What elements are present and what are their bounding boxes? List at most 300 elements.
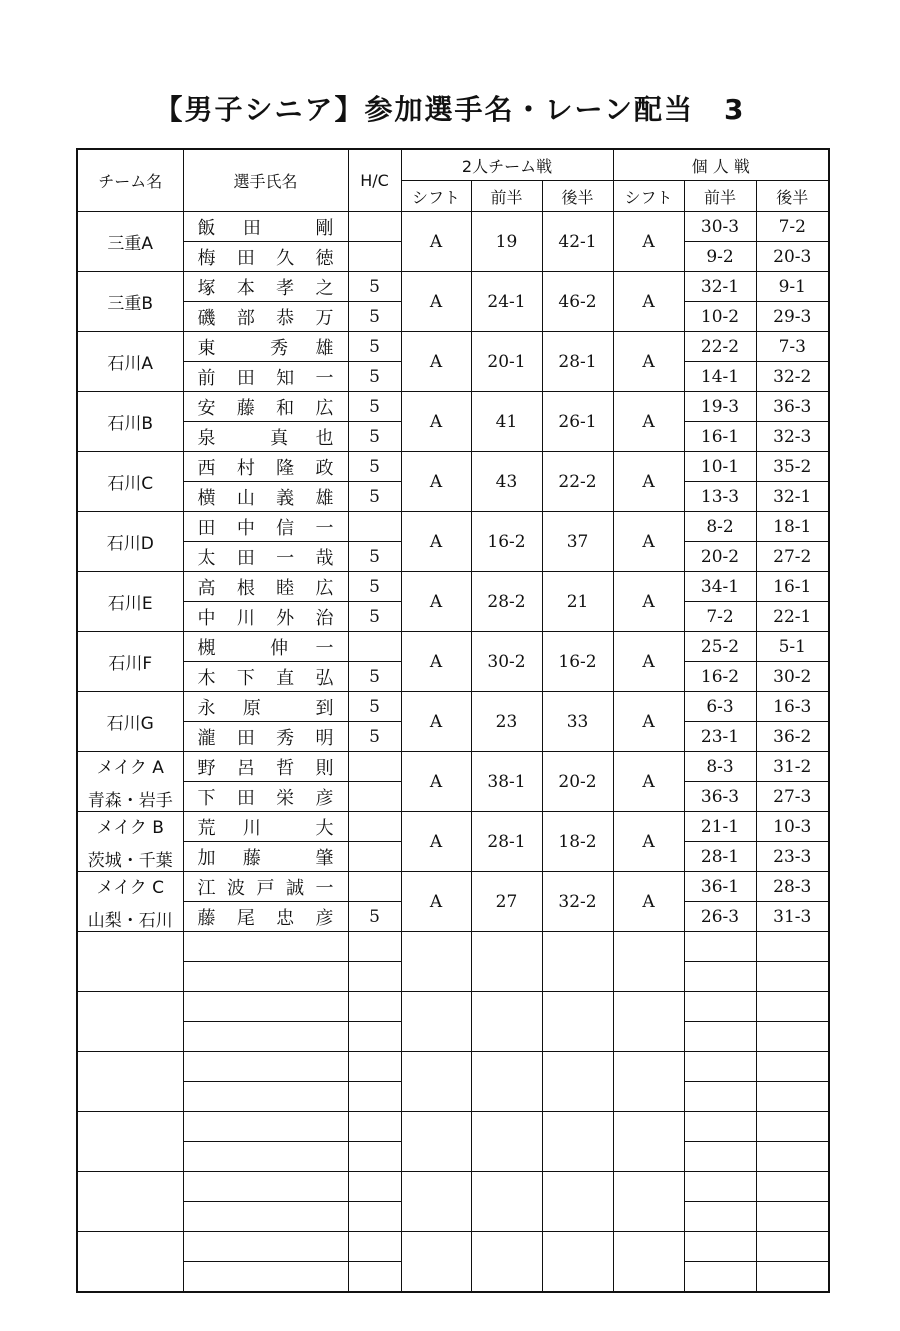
handicap-cell: 5 <box>348 332 401 362</box>
individual-shift-cell: A <box>613 692 684 752</box>
player-name-char: 原 <box>242 697 261 719</box>
player-name <box>183 422 348 452</box>
empty-player-cell <box>183 1082 348 1112</box>
table-row <box>77 392 829 422</box>
individual-second-half-cell: 32-3 <box>756 422 829 452</box>
player-name-char: 秀 <box>276 727 295 749</box>
player-name-char: 彦 <box>315 787 334 809</box>
player-name <box>183 602 348 632</box>
player-name-char: 波 <box>227 877 245 899</box>
empty-player-cell <box>183 1262 348 1293</box>
individual-second-half-cell: 27-2 <box>756 542 829 572</box>
pair-first-half-cell: 28-1 <box>471 812 542 872</box>
pair-shift-cell: A <box>401 692 471 752</box>
pair-first-half-cell: 38-1 <box>471 752 542 812</box>
header-ind-second: 後半 <box>756 181 829 212</box>
individual-second-half-cell: 22-1 <box>756 602 829 632</box>
player-name-char: 藤 <box>236 397 255 419</box>
pair-second-half-cell: 37 <box>542 512 613 572</box>
handicap-cell: 5 <box>348 602 401 632</box>
player-name-char: 孝 <box>276 277 295 299</box>
empty-merged-cell <box>471 1112 542 1172</box>
player-name-char: 治 <box>315 607 334 629</box>
individual-second-half-cell: 30-2 <box>756 662 829 692</box>
header-pair-second: 後半 <box>542 181 613 212</box>
individual-shift-cell: A <box>613 512 684 572</box>
individual-first-half-cell: 9-2 <box>684 242 756 272</box>
empty-team-cell <box>77 1232 183 1293</box>
header-player: 選手氏名 <box>183 149 348 212</box>
player-name <box>183 362 348 392</box>
empty-row <box>77 992 829 1022</box>
player-name-char: 剛 <box>315 217 334 239</box>
handicap-cell: 5 <box>348 452 401 482</box>
individual-shift-cell: A <box>613 812 684 872</box>
player-name-char: 田 <box>197 517 216 539</box>
individual-first-half-cell: 8-3 <box>684 752 756 782</box>
empty-hc-cell <box>348 1082 401 1112</box>
empty-team-cell <box>77 992 183 1052</box>
empty-merged-cell <box>613 992 684 1052</box>
player-name <box>183 542 348 572</box>
player-name <box>183 692 348 722</box>
player-name-char: 中 <box>236 517 255 539</box>
empty-hc-cell <box>348 1202 401 1232</box>
lane-assignment-table <box>76 148 830 1293</box>
player-name <box>183 872 348 902</box>
player-name-char: 彦 <box>315 907 334 929</box>
team-prefectures: 山梨・石川 <box>87 910 173 931</box>
table-row <box>77 812 829 842</box>
player-name <box>183 482 348 512</box>
player-name-char: 下 <box>197 787 216 809</box>
player-name-char: 也 <box>315 427 334 449</box>
pair-first-half-cell: 41 <box>471 392 542 452</box>
empty-player-cell <box>183 962 348 992</box>
player-name <box>183 242 348 272</box>
empty-hc-cell <box>348 1112 401 1142</box>
player-name-char: 哲 <box>276 757 295 779</box>
player-name-char: 太 <box>197 547 216 569</box>
player-name-char: 知 <box>276 367 295 389</box>
player-name <box>183 452 348 482</box>
team-name: 石川A <box>107 354 154 374</box>
player-name-char: 広 <box>315 397 334 419</box>
individual-first-half-cell: 23-1 <box>684 722 756 752</box>
handicap-cell <box>348 842 401 872</box>
player-name <box>183 752 348 782</box>
handicap-cell <box>348 512 401 542</box>
individual-second-half-cell: 28-3 <box>756 872 829 902</box>
individual-first-half-cell: 21-1 <box>684 812 756 842</box>
player-name-char: 横 <box>197 487 216 509</box>
empty-row <box>77 1172 829 1202</box>
player-name-char: 梅 <box>197 247 216 269</box>
empty-cell <box>684 932 756 962</box>
individual-second-half-cell: 7-3 <box>756 332 829 362</box>
player-name-char: 野 <box>197 757 216 779</box>
table-row <box>77 572 829 602</box>
pair-first-half-cell: 24-1 <box>471 272 542 332</box>
player-name-char: 瀧 <box>197 727 216 749</box>
header-team: チーム名 <box>77 149 183 212</box>
empty-merged-cell <box>401 1112 471 1172</box>
team-cell <box>77 632 183 692</box>
team-cell <box>77 872 183 932</box>
team-name: 石川F <box>108 654 153 674</box>
player-name-char: 荒 <box>197 817 216 839</box>
empty-hc-cell <box>348 1232 401 1262</box>
player-name-char: 東 <box>197 337 216 359</box>
empty-player-cell <box>183 1202 348 1232</box>
team-cell <box>77 212 183 272</box>
team-name: 石川C <box>107 474 154 494</box>
individual-first-half-cell: 16-2 <box>684 662 756 692</box>
individual-shift-cell: A <box>613 752 684 812</box>
pair-second-half-cell: 21 <box>542 572 613 632</box>
player-name <box>183 572 348 602</box>
empty-cell <box>756 1022 829 1052</box>
individual-second-half-cell: 5-1 <box>756 632 829 662</box>
team-name: メイク B <box>96 817 164 838</box>
individual-shift-cell: A <box>613 872 684 932</box>
player-name <box>183 812 348 842</box>
empty-cell <box>684 1112 756 1142</box>
player-name-char: 西 <box>197 457 216 479</box>
empty-player-cell <box>183 1232 348 1262</box>
pair-second-half-cell: 18-2 <box>542 812 613 872</box>
individual-second-half-cell: 36-3 <box>756 392 829 422</box>
individual-shift-cell: A <box>613 332 684 392</box>
individual-second-half-cell: 31-2 <box>756 752 829 782</box>
table-row <box>77 752 829 782</box>
empty-merged-cell <box>401 992 471 1052</box>
empty-player-cell <box>183 1052 348 1082</box>
player-name-char: 江 <box>197 877 216 899</box>
player-name <box>183 392 348 422</box>
player-name-char: 伸 <box>270 637 289 659</box>
header-ind-first: 前半 <box>684 181 756 212</box>
pair-first-half-cell: 28-2 <box>471 572 542 632</box>
team-cell <box>77 272 183 332</box>
player-name-char: 外 <box>276 607 295 629</box>
table-row <box>77 212 829 242</box>
team-cell <box>77 512 183 572</box>
individual-second-half-cell: 29-3 <box>756 302 829 332</box>
empty-team-cell <box>77 1172 183 1232</box>
team-name: メイク A <box>96 757 164 778</box>
page-title <box>0 88 900 128</box>
handicap-cell <box>348 812 401 842</box>
empty-merged-cell <box>613 1052 684 1112</box>
player-name-char: 忠 <box>276 907 295 929</box>
individual-second-half-cell: 16-1 <box>756 572 829 602</box>
header-hc: H/C <box>348 149 401 212</box>
player-name-char: 万 <box>315 307 334 329</box>
empty-cell <box>684 1202 756 1232</box>
pair-second-half-cell: 46-2 <box>542 272 613 332</box>
player-name-char: 泉 <box>197 427 216 449</box>
player-name-char: 根 <box>236 577 255 599</box>
handicap-cell: 5 <box>348 362 401 392</box>
player-name-char: 大 <box>315 817 334 839</box>
player-name <box>183 722 348 752</box>
team-name: 石川E <box>107 594 153 614</box>
player-name-char: 本 <box>236 277 255 299</box>
handicap-cell: 5 <box>348 302 401 332</box>
empty-cell <box>756 932 829 962</box>
empty-hc-cell <box>348 1142 401 1172</box>
player-name-char: 槻 <box>197 637 216 659</box>
player-name-char: 政 <box>315 457 334 479</box>
player-name <box>183 662 348 692</box>
pair-first-half-cell: 19 <box>471 212 542 272</box>
empty-merged-cell <box>401 1232 471 1293</box>
empty-merged-cell <box>471 932 542 992</box>
player-name-char: 飯 <box>197 217 216 239</box>
player-name-char: 哉 <box>315 547 334 569</box>
player-name-char: 徳 <box>315 247 334 269</box>
pair-second-half-cell: 42-1 <box>542 212 613 272</box>
empty-cell <box>756 1142 829 1172</box>
pair-second-half-cell: 26-1 <box>542 392 613 452</box>
player-name-char: 則 <box>315 757 334 779</box>
individual-first-half-cell: 7-2 <box>684 602 756 632</box>
empty-hc-cell <box>348 1052 401 1082</box>
team-cell <box>77 812 183 872</box>
player-name-char: 一 <box>315 637 334 659</box>
pair-shift-cell: A <box>401 752 471 812</box>
handicap-cell: 5 <box>348 482 401 512</box>
pair-shift-cell: A <box>401 632 471 692</box>
team-cell <box>77 452 183 512</box>
team-prefectures: 茨城・千葉 <box>87 850 173 871</box>
player-name-char: 山 <box>236 487 255 509</box>
team-name: 三重A <box>107 234 154 254</box>
player-name-char: 田 <box>236 787 255 809</box>
team-cell <box>77 572 183 632</box>
player-name-char: 一 <box>315 367 334 389</box>
individual-second-half-cell: 7-2 <box>756 212 829 242</box>
player-name <box>183 632 348 662</box>
individual-first-half-cell: 26-3 <box>684 902 756 932</box>
handicap-cell <box>348 212 401 242</box>
handicap-cell <box>348 872 401 902</box>
player-name-char: 村 <box>236 457 255 479</box>
individual-second-half-cell: 35-2 <box>756 452 829 482</box>
pair-first-half-cell: 43 <box>471 452 542 512</box>
player-name-char: 睦 <box>276 577 295 599</box>
player-name-char: 雄 <box>315 337 334 359</box>
header-individual: 個 人 戦 <box>613 149 829 181</box>
table-row <box>77 512 829 542</box>
individual-second-half-cell: 20-3 <box>756 242 829 272</box>
table-row <box>77 272 829 302</box>
empty-hc-cell <box>348 932 401 962</box>
handicap-cell: 5 <box>348 692 401 722</box>
individual-shift-cell: A <box>613 632 684 692</box>
empty-cell <box>756 1202 829 1232</box>
player-name <box>183 302 348 332</box>
empty-merged-cell <box>613 1172 684 1232</box>
player-name-char: 部 <box>236 307 255 329</box>
individual-first-half-cell: 10-1 <box>684 452 756 482</box>
empty-merged-cell <box>542 932 613 992</box>
player-name-char: 肇 <box>315 847 334 869</box>
team-name: 石川D <box>106 534 154 554</box>
pair-shift-cell: A <box>401 392 471 452</box>
player-name-char: 田 <box>236 367 255 389</box>
individual-first-half-cell: 36-1 <box>684 872 756 902</box>
player-name-char: 川 <box>236 607 255 629</box>
player-name-char: 呂 <box>236 757 255 779</box>
empty-hc-cell <box>348 1172 401 1202</box>
player-name-char: 木 <box>197 667 216 689</box>
empty-cell <box>684 992 756 1022</box>
empty-player-cell <box>183 1172 348 1202</box>
player-name-char: 一 <box>315 877 334 899</box>
empty-cell <box>684 1142 756 1172</box>
empty-team-cell <box>77 932 183 992</box>
player-name-char: 磯 <box>197 307 216 329</box>
individual-first-half-cell: 25-2 <box>684 632 756 662</box>
empty-cell <box>756 1082 829 1112</box>
player-name <box>183 902 348 932</box>
player-name-char: 和 <box>276 397 295 419</box>
empty-cell <box>756 992 829 1022</box>
player-name-char: 直 <box>276 667 295 689</box>
empty-hc-cell <box>348 992 401 1022</box>
empty-merged-cell <box>613 1232 684 1293</box>
empty-cell <box>756 1172 829 1202</box>
pair-first-half-cell: 20-1 <box>471 332 542 392</box>
empty-cell <box>756 1112 829 1142</box>
pair-shift-cell: A <box>401 212 471 272</box>
player-name-char: 秀 <box>270 337 289 359</box>
individual-second-half-cell: 31-3 <box>756 902 829 932</box>
individual-second-half-cell: 36-2 <box>756 722 829 752</box>
empty-merged-cell <box>613 932 684 992</box>
individual-shift-cell: A <box>613 272 684 332</box>
empty-merged-cell <box>401 1172 471 1232</box>
empty-merged-cell <box>401 932 471 992</box>
player-name-char: 一 <box>276 547 295 569</box>
player-name-char: 田 <box>236 727 255 749</box>
table-row <box>77 872 829 902</box>
player-name-char: 塚 <box>197 277 216 299</box>
empty-merged-cell <box>542 1052 613 1112</box>
handicap-cell: 5 <box>348 542 401 572</box>
empty-row <box>77 1112 829 1142</box>
empty-cell <box>684 962 756 992</box>
handicap-cell <box>348 242 401 272</box>
empty-cell <box>684 1232 756 1262</box>
pair-shift-cell: A <box>401 452 471 512</box>
player-name-char: 川 <box>242 817 261 839</box>
player-name-char: 田 <box>242 217 261 239</box>
player-name-char: 藤 <box>197 907 216 929</box>
pair-shift-cell: A <box>401 572 471 632</box>
empty-player-cell <box>183 1022 348 1052</box>
player-name <box>183 512 348 542</box>
pair-shift-cell: A <box>401 812 471 872</box>
table-row <box>77 332 829 362</box>
player-name-char: 信 <box>276 517 295 539</box>
player-name-char: 久 <box>276 247 295 269</box>
individual-first-half-cell: 32-1 <box>684 272 756 302</box>
individual-first-half-cell: 19-3 <box>684 392 756 422</box>
empty-cell <box>684 1022 756 1052</box>
handicap-cell <box>348 782 401 812</box>
player-name <box>183 272 348 302</box>
empty-merged-cell <box>471 1232 542 1293</box>
handicap-cell: 5 <box>348 902 401 932</box>
empty-cell <box>756 962 829 992</box>
individual-first-half-cell: 10-2 <box>684 302 756 332</box>
empty-team-cell <box>77 1052 183 1112</box>
player-name-char: 真 <box>270 427 289 449</box>
page-number: 3 <box>723 93 746 126</box>
empty-hc-cell <box>348 1262 401 1293</box>
player-name <box>183 332 348 362</box>
individual-first-half-cell: 8-2 <box>684 512 756 542</box>
player-name <box>183 842 348 872</box>
handicap-cell: 5 <box>348 272 401 302</box>
player-name <box>183 212 348 242</box>
empty-merged-cell <box>471 992 542 1052</box>
individual-second-half-cell: 18-1 <box>756 512 829 542</box>
empty-merged-cell <box>471 1052 542 1112</box>
player-name-char: 恭 <box>276 307 295 329</box>
handicap-cell <box>348 632 401 662</box>
pair-shift-cell: A <box>401 332 471 392</box>
team-cell <box>77 392 183 452</box>
pair-second-half-cell: 33 <box>542 692 613 752</box>
player-name-char: 広 <box>315 577 334 599</box>
empty-cell <box>684 1172 756 1202</box>
individual-first-half-cell: 30-3 <box>684 212 756 242</box>
individual-first-half-cell: 28-1 <box>684 842 756 872</box>
player-name-char: 隆 <box>276 457 295 479</box>
pair-second-half-cell: 28-1 <box>542 332 613 392</box>
pair-shift-cell: A <box>401 872 471 932</box>
individual-second-half-cell: 9-1 <box>756 272 829 302</box>
individual-first-half-cell: 14-1 <box>684 362 756 392</box>
team-prefectures: 青森・岩手 <box>87 790 173 811</box>
team-cell <box>77 332 183 392</box>
player-name-char: 安 <box>197 397 216 419</box>
table-row <box>77 452 829 482</box>
individual-second-half-cell: 32-1 <box>756 482 829 512</box>
player-name-char: 雄 <box>315 487 334 509</box>
empty-merged-cell <box>542 1112 613 1172</box>
pair-first-half-cell: 16-2 <box>471 512 542 572</box>
individual-shift-cell: A <box>613 452 684 512</box>
individual-shift-cell: A <box>613 212 684 272</box>
player-name-char: 栄 <box>276 787 295 809</box>
individual-first-half-cell: 6-3 <box>684 692 756 722</box>
empty-cell <box>756 1262 829 1293</box>
pair-first-half-cell: 23 <box>471 692 542 752</box>
empty-player-cell <box>183 1142 348 1172</box>
player-name-char: 田 <box>236 247 255 269</box>
empty-hc-cell <box>348 962 401 992</box>
handicap-cell: 5 <box>348 662 401 692</box>
pair-second-half-cell: 32-2 <box>542 872 613 932</box>
header-pair-battle: 2人チーム戦 <box>401 149 613 181</box>
player-name-char: 下 <box>236 667 255 689</box>
pair-second-half-cell: 20-2 <box>542 752 613 812</box>
